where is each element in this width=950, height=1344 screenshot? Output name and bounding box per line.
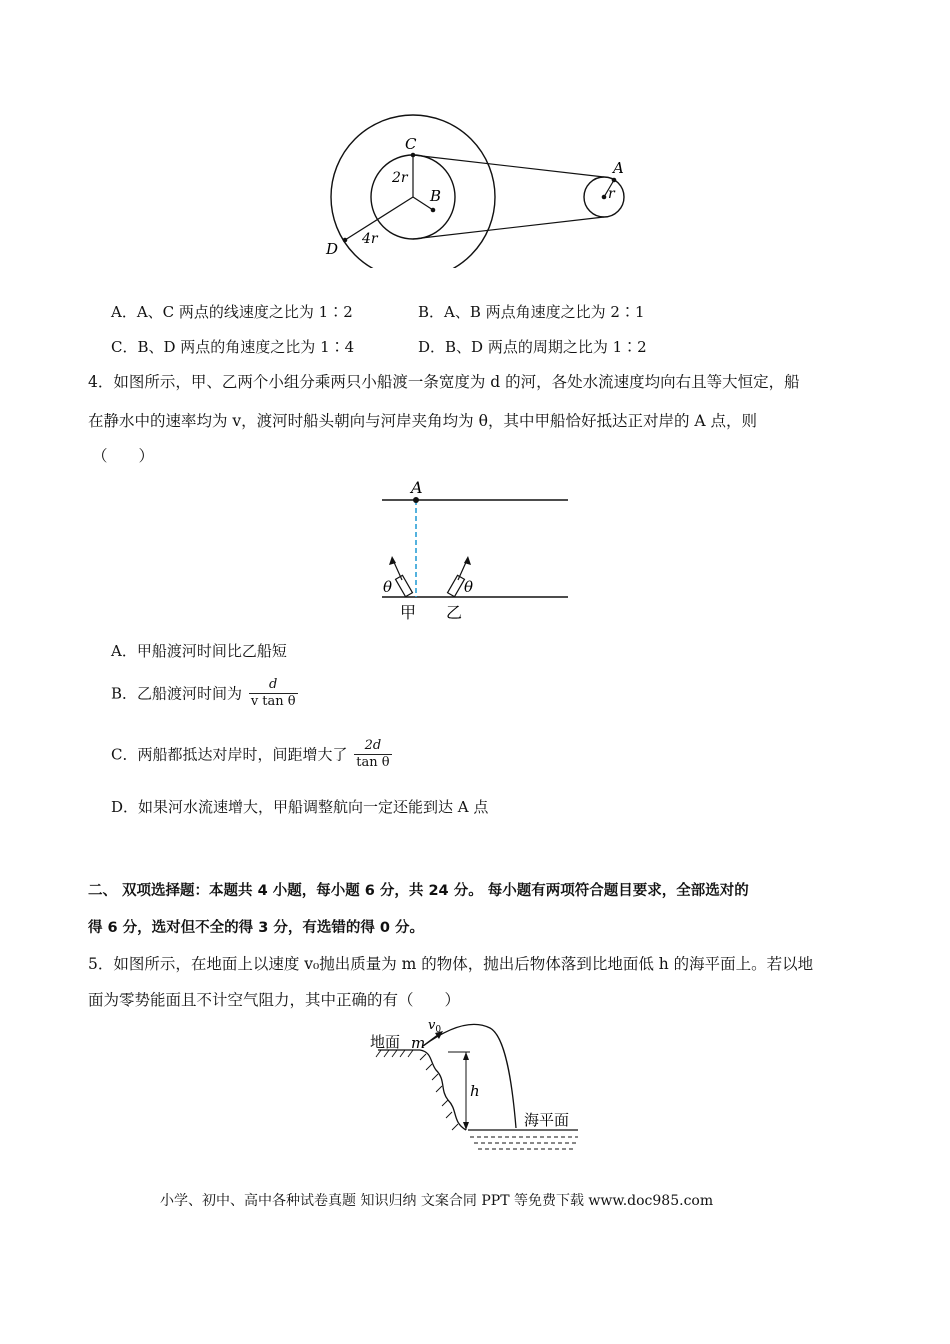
label-theta-yi: θ (464, 578, 474, 596)
q4-stem-line1: 4．如图所示，甲、乙两个小组分乘两只小船渡一条宽度为 d 的河，各处水流速度均向右且等大恒定，船 (88, 373, 800, 391)
q3-option-c: C．B、D 两点的角速度之比为 1∶4 (111, 338, 355, 356)
label-A: A (613, 159, 624, 177)
q5-stem-line1: 5．如图所示，在地面上以速度 v₀抛出质量为 m 的物体，抛出后物体落到比地面低 h 的海平面上。若以地 (88, 955, 814, 973)
q4-option-c (111, 738, 392, 771)
q4-option-a: A．甲船渡河时间比乙船短 (111, 642, 287, 660)
q4-option-c-fraction (354, 738, 391, 771)
label-sea-level: 海平面 (524, 1111, 570, 1129)
label-jia: 甲 (400, 603, 417, 622)
label-B: B (430, 187, 442, 205)
q4-option-c-text: C．两船都抵达对岸时，间距增大了 (111, 745, 348, 764)
section2-header-line1: 二、 双项选择题：本题共 4 小题，每小题 6 分，共 24 分。 每小题有两项符合题目要求，全部选对的 (88, 883, 749, 899)
boat-jia (389, 556, 412, 597)
label-4r: 4r (362, 231, 378, 247)
section2-header-line2: 得 6 分，选对但不全的得 3 分，有选错的得 0 分。 (88, 920, 425, 936)
q3-option-b: B．A、B 两点角速度之比为 2∶1 (418, 303, 645, 321)
q4-option-b-text: B．乙船渡河时间为 (111, 684, 243, 703)
q4-option-c-denominator: tan θ (356, 755, 390, 770)
q4-stem-line3: （ ） (92, 447, 155, 465)
q3-option-d: D．B、D 两点的周期之比为 1∶2 (418, 338, 647, 356)
label-v0: $v_0$ (428, 1018, 442, 1035)
label-m: m (411, 1034, 426, 1052)
q4-option-b-fraction (249, 677, 298, 710)
q3-option-a: A．A、C 两点的线速度之比为 1∶2 (111, 303, 353, 321)
cliff-face (420, 1050, 466, 1130)
q4-option-c-numerator: 2d (364, 738, 382, 753)
label-ground: 地面 (370, 1033, 401, 1051)
label-C: C (405, 135, 417, 153)
label-h: h (470, 1082, 480, 1100)
q5-stem-line2: 面为零势能面且不计空气阻力，其中正确的有（ ） (88, 991, 461, 1009)
q4-option-b (111, 677, 298, 710)
label-yi: 乙 (446, 603, 463, 622)
q4-option-b-denominator: v tan θ (250, 694, 296, 709)
label-2r: 2r (392, 170, 408, 186)
page-footer: 小学、初中、高中各种试卷真题 知识归纳 文案合同 PPT 等免费下载 www.doc985.com (160, 1193, 714, 1209)
q3-pulley-figure (320, 108, 640, 268)
trajectory (423, 1024, 516, 1128)
q4-option-d: D．如果河水流速增大，甲船调整航向一定还能到达 A 点 (111, 798, 489, 816)
label-theta-jia: θ (383, 578, 393, 596)
label-r: r (608, 186, 615, 202)
label-A: A (411, 478, 423, 497)
label-D: D (326, 240, 339, 258)
q5-projectile-figure (360, 1012, 600, 1157)
q4-stem-line2: 在静水中的速率均为 v，渡河时船头朝向与河岸夹角均为 θ，其中甲船恰好抵达正对岸的 A 点，则 (88, 412, 757, 430)
q4-option-b-numerator: d (269, 677, 278, 692)
q4-river-figure (370, 475, 580, 625)
